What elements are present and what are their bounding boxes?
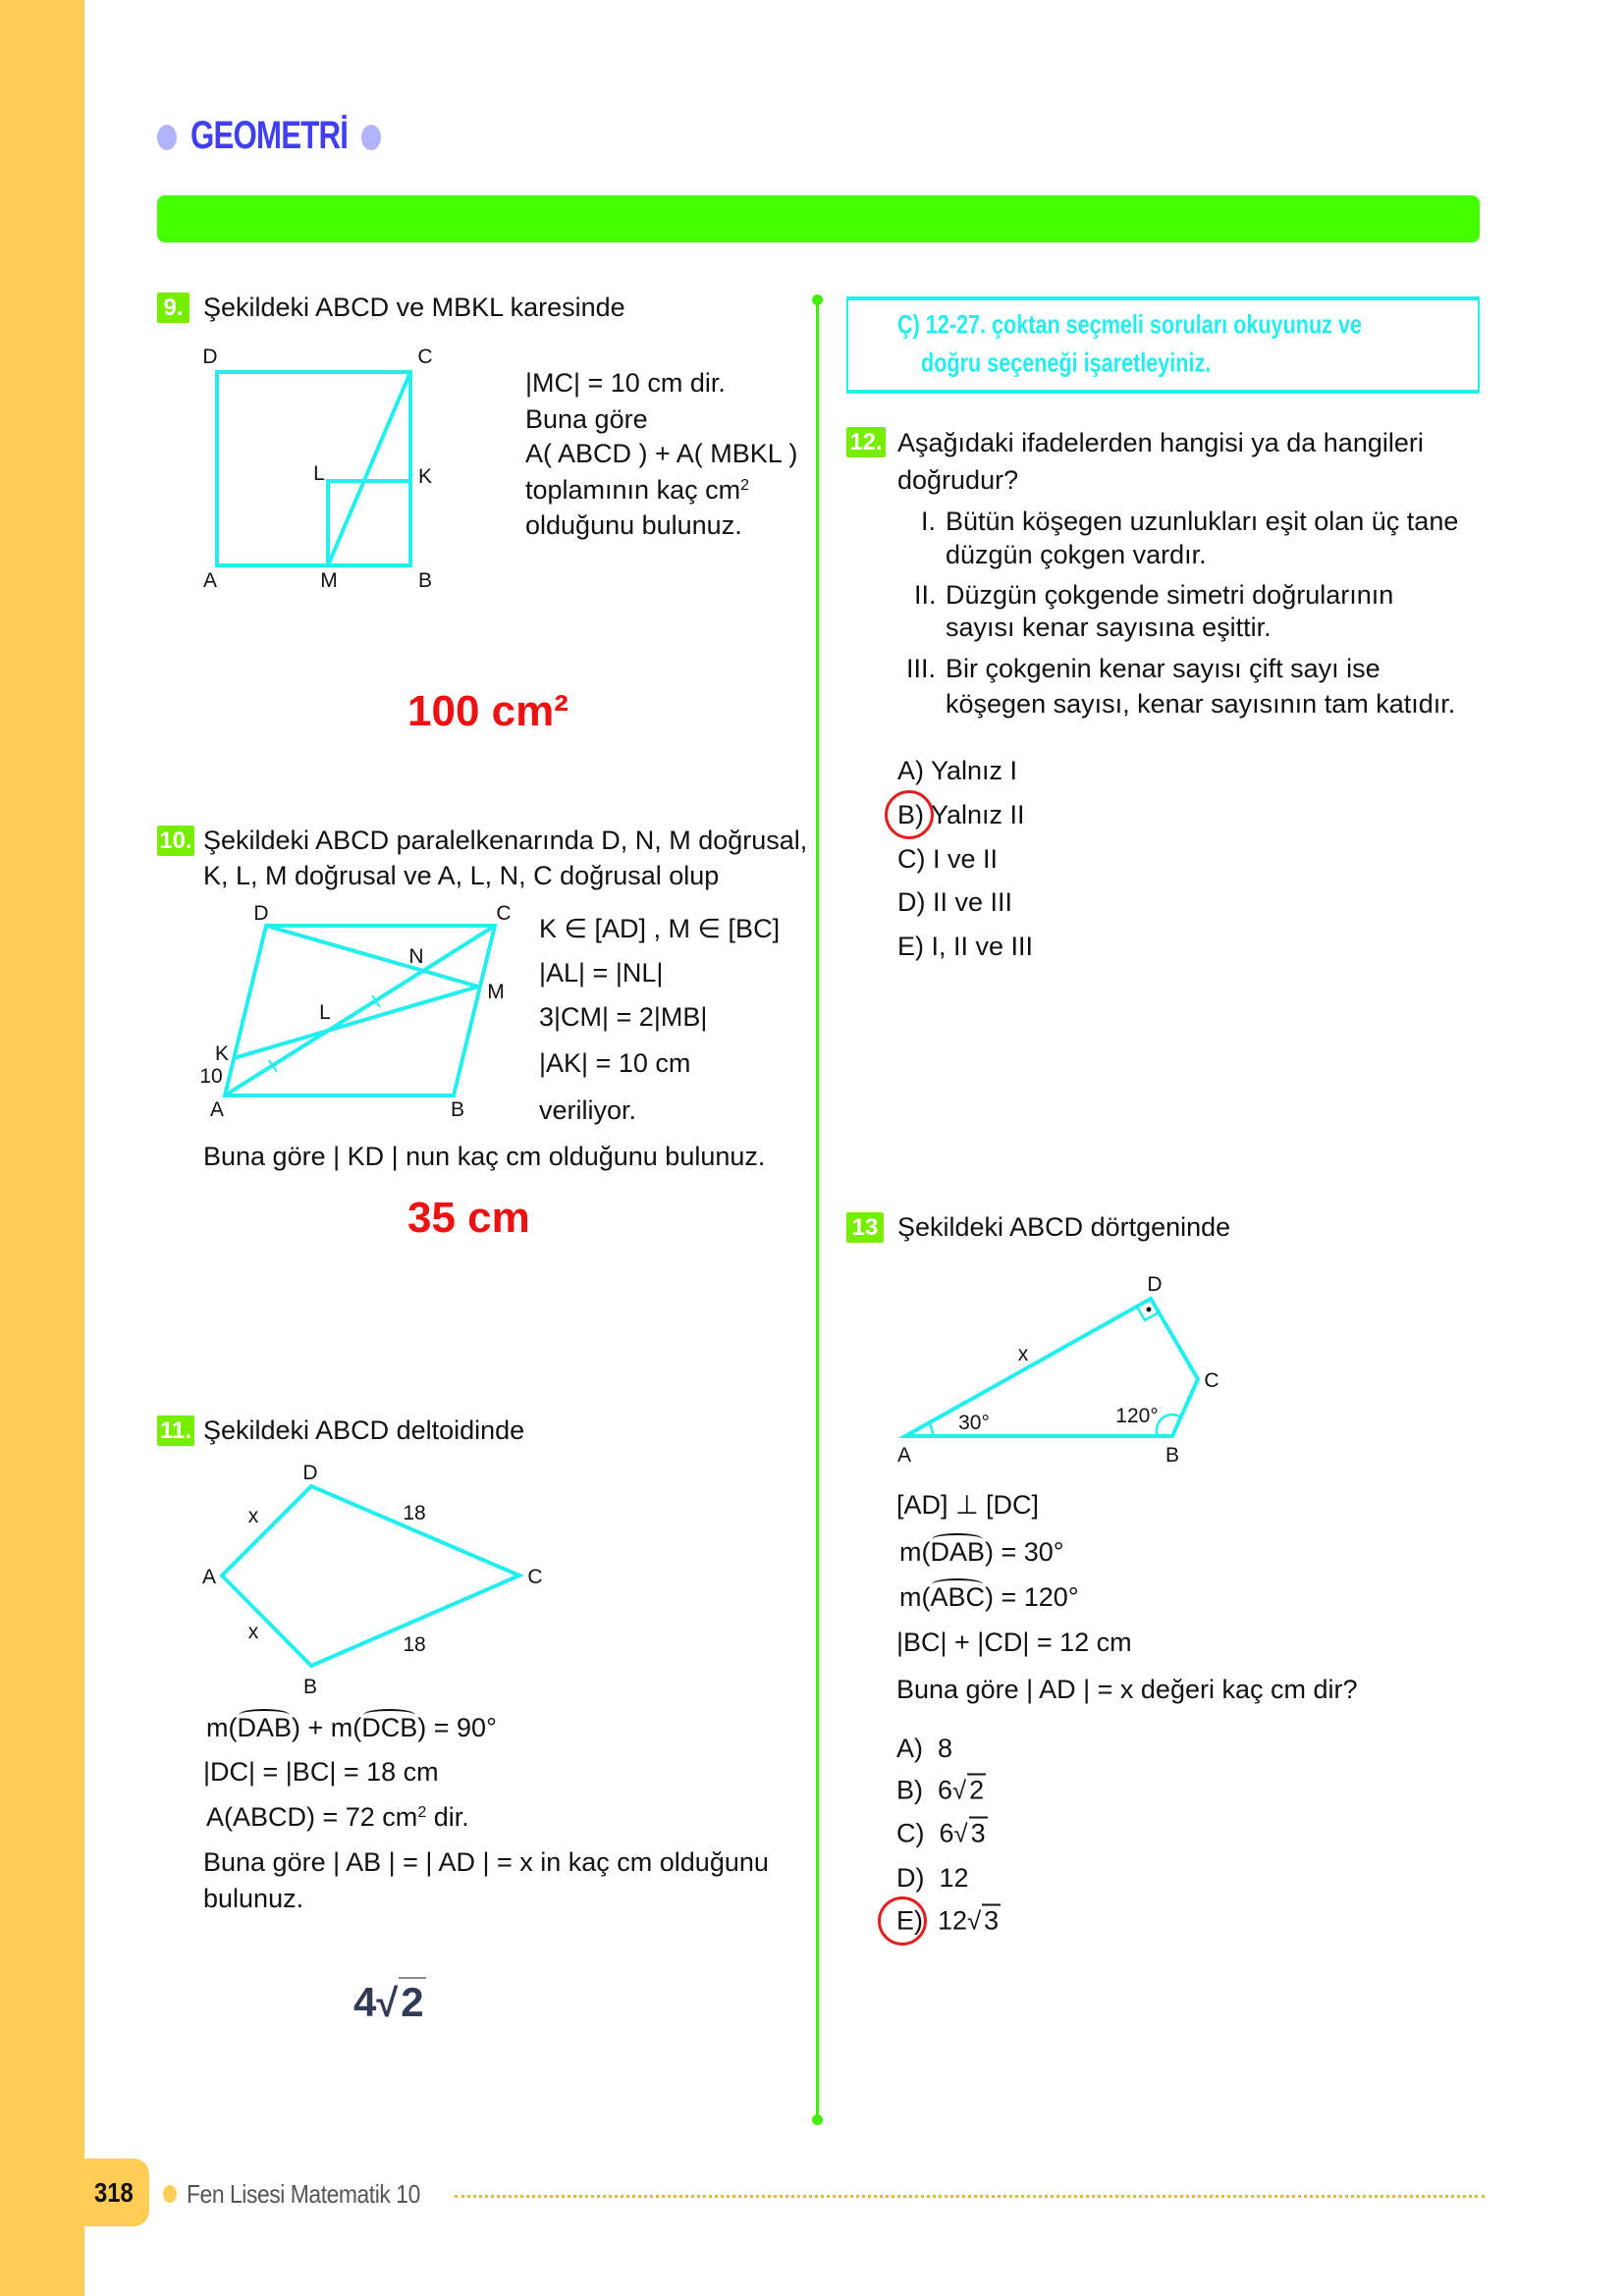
q13-angle-arc-a <box>929 1422 933 1436</box>
q12-option-e[interactable]: E) I, II ve III <box>897 932 1034 961</box>
q13-angle-equation <box>899 1581 1079 1613</box>
q12-statement-line: köşegen sayısı, kenar sayısının tam katıdır. <box>946 689 1456 719</box>
q13-answer-circle-mark <box>878 1896 927 1946</box>
instructions-line: doğru seçeneği işaretleyiniz. <box>921 347 1212 378</box>
option-value: 8 <box>938 1734 953 1763</box>
q13-label-angle-30: 30° <box>958 1412 990 1434</box>
q12-question-line: doğrudur? <box>897 465 1019 495</box>
question-number-badge: 9. <box>157 293 189 323</box>
q13-right-angle-dot <box>1147 1308 1152 1312</box>
q13-label-angle-120: 120° <box>1115 1405 1159 1427</box>
q11-label-b: B <box>302 1676 318 1698</box>
q9-line: Buna göre <box>525 404 648 434</box>
q11-title: Şekildeki ABCD deltoidinde <box>203 1415 525 1445</box>
q12-statement-line: düzgün çokgen vardır. <box>946 540 1207 569</box>
q9-label-d: D <box>202 346 218 368</box>
q13-option-b[interactable]: B) 6√ 2 <box>896 1775 985 1805</box>
q13-label-x: x <box>1017 1343 1029 1365</box>
q12-statement-num: I. <box>921 507 937 536</box>
option-label: E) <box>896 1905 923 1936</box>
question-number-badge: 12. <box>846 427 886 457</box>
q10-given: K ∈ [AD] , M ∈ [BC] <box>539 914 781 943</box>
q11-label-x: x <box>247 1505 259 1527</box>
q9-segment-mc <box>328 372 410 565</box>
q11-label-x: x <box>247 1621 259 1643</box>
eq-part: A(ABCD) = 72 cm <box>206 1802 418 1832</box>
section-title: GEOMETRİ <box>190 114 349 157</box>
eq-part: ) + m( <box>292 1713 362 1742</box>
q10-label-k: K <box>214 1042 230 1065</box>
q9-title: Şekildeki ABCD ve MBKL karesinde <box>203 293 625 322</box>
q11-label-c: C <box>527 1566 543 1588</box>
q10-question: Buna göre | KD | nun kaç cm olduğunu bulunuz. <box>203 1142 766 1171</box>
q10-title-line: Şekildeki ABCD paralelkenarında D, N, M doğrusal, <box>203 826 808 855</box>
q10-label-n: N <box>408 945 424 968</box>
q9-square-mbkl <box>328 481 410 565</box>
q12-statement-line: Bütün köşegen uzunlukları eşit olan üç tane <box>946 507 1459 536</box>
q11-handwritten-answer: 4√2 <box>353 1979 424 2025</box>
q13-label-c: C <box>1204 1369 1219 1392</box>
answer-coef: 4 <box>353 1979 377 2025</box>
instructions-line: Ç) 12-27. çoktan seçmeli soruları okuyunuz ve <box>897 309 1362 340</box>
footer-book-title: Fen Lisesi Matematik 10 <box>187 2179 420 2209</box>
q9-label-b: B <box>417 569 433 592</box>
q12-option-b[interactable]: B) Yalnız II <box>897 800 1025 829</box>
q10-handwritten-answer: 35 cm <box>407 1194 530 1242</box>
q12-answer-circle-mark <box>885 790 934 839</box>
q11-question-line: Buna göre | AB | = | AD | = x in kaç cm olduğunu <box>203 1847 769 1877</box>
q11-length-equation: |DC| = |BC| = 18 cm <box>203 1757 439 1787</box>
q9-handwritten-answer: 100 cm² <box>407 687 568 735</box>
q13-angle-equation <box>899 1536 1064 1568</box>
q11-angle-equation <box>206 1712 497 1743</box>
q11-label-d: D <box>302 1462 318 1484</box>
eq-part: dir. <box>426 1802 469 1832</box>
q13-given: |BC| + |CD| = 12 cm <box>896 1628 1132 1657</box>
q10-label-b: B <box>450 1098 465 1121</box>
q10-given: |AK| = 10 cm <box>539 1048 691 1078</box>
q11-question-line: bulunuz. <box>203 1884 304 1913</box>
q9-line-text: toplamının kaç cm <box>525 475 741 505</box>
answer-radicand: 2 <box>401 1979 424 2025</box>
option-radicand: 2 <box>969 1775 985 1805</box>
page-number: 318 <box>94 2177 134 2208</box>
angle-dcb: DCB <box>361 1713 418 1742</box>
q13-label-a: A <box>896 1444 912 1467</box>
q13-given: [AD] ⊥ [DC] <box>896 1490 1040 1520</box>
q9-label-a: A <box>202 569 218 592</box>
q9-line: olduğunu bulunuz. <box>525 510 742 540</box>
q12-option-c[interactable]: C) I ve II <box>897 844 999 874</box>
option-value: 6 <box>939 1818 954 1848</box>
q9-label-k: K <box>417 465 433 488</box>
footer-dotted-line <box>455 2195 1485 2198</box>
q9-line: A( ABCD ) + A( MBKL ) <box>525 439 798 468</box>
q12-option-a[interactable]: A) Yalnız I <box>897 756 1018 785</box>
q12-statement-line: Bir çokgenin kenar sayısı çift sayı ise <box>946 654 1380 683</box>
q11-label-18: 18 <box>403 1633 426 1656</box>
question-number-badge: 10. <box>157 826 194 856</box>
q13-option-d[interactable] <box>896 1862 969 1894</box>
q13-option-e[interactable]: E) 12√ 3 <box>896 1905 1000 1936</box>
option-radicand: 3 <box>970 1818 986 1848</box>
q12-statement-num: III. <box>906 654 937 683</box>
q11-area-equation <box>206 1801 469 1833</box>
q13-option-a[interactable] <box>896 1733 952 1764</box>
option-value: 12 <box>938 1905 968 1936</box>
superscript: 2 <box>417 1804 427 1821</box>
option-label: C) <box>896 1818 925 1848</box>
q12-statement-line: Düzgün çokgende simetri doğrularının <box>946 580 1394 610</box>
q13-title: Şekildeki ABCD dörtgeninde <box>897 1212 1231 1242</box>
q10-title-line: K, L, M doğrusal ve A, L, N, C doğrusal olup <box>203 861 720 890</box>
option-label: B) <box>896 1775 923 1805</box>
question-number-badge: 13 <box>846 1212 884 1243</box>
eq-part: ) = 30° <box>985 1537 1064 1567</box>
q13-label-b: B <box>1164 1444 1180 1467</box>
q11-label-a: A <box>201 1566 217 1588</box>
q13-label-d: D <box>1147 1273 1163 1296</box>
option-label: D) <box>896 1863 925 1893</box>
option-value: 6 <box>938 1775 953 1805</box>
option-value: 12 <box>939 1863 969 1893</box>
q10-given: |AL| = |NL| <box>539 958 664 988</box>
q12-statement-line: sayısı kenar sayısına eşittir. <box>946 613 1272 642</box>
q9-line: |MC| = 10 cm dir. <box>525 368 726 398</box>
q9-label-c: C <box>417 346 433 368</box>
q10-label-d: D <box>253 902 269 925</box>
q12-question-line: Aşağıdaki ifadelerden hangisi ya da hangileri <box>897 428 1424 457</box>
eq-part: ) = 120° <box>985 1582 1079 1612</box>
eq-part: m( <box>206 1713 238 1742</box>
q10-given: veriliyor. <box>539 1095 637 1125</box>
option-radicand: 3 <box>984 1905 1000 1936</box>
q10-label-10: 10 <box>199 1065 223 1088</box>
angle-dab: DAB <box>930 1537 986 1567</box>
q10-label-l: L <box>319 1001 331 1024</box>
q9-superscript: 2 <box>740 477 749 494</box>
eq-part: ) = 90° <box>417 1713 497 1742</box>
q11-deltoid <box>222 1486 519 1666</box>
q10-label-a: A <box>209 1098 225 1121</box>
footer-dot-icon <box>163 2185 177 2203</box>
eq-part: m( <box>899 1537 931 1567</box>
option-label: A) <box>896 1734 923 1763</box>
q9-label-m: M <box>320 569 338 592</box>
q9-label-l: L <box>313 462 325 485</box>
eq-part: m( <box>899 1582 931 1612</box>
q9-line <box>525 474 749 506</box>
q13-question: Buna göre | AD | = x değeri kaç cm dir? <box>896 1675 1358 1704</box>
q13-option-c[interactable]: C) 6√ 3 <box>896 1818 986 1848</box>
question-number-badge: 11. <box>157 1415 194 1446</box>
q12-statement-num: II. <box>914 580 937 610</box>
angle-abc: ABC <box>930 1582 986 1612</box>
q12-option-d[interactable]: D) II ve III <box>897 887 1013 917</box>
q10-given: 3|CM| = 2|MB| <box>539 1002 708 1032</box>
q11-label-18: 18 <box>403 1502 426 1524</box>
q10-label-c: C <box>496 902 512 925</box>
q10-label-m: M <box>487 981 505 1003</box>
angle-dab: DAB <box>237 1713 293 1742</box>
q10-segment-km <box>234 987 478 1058</box>
